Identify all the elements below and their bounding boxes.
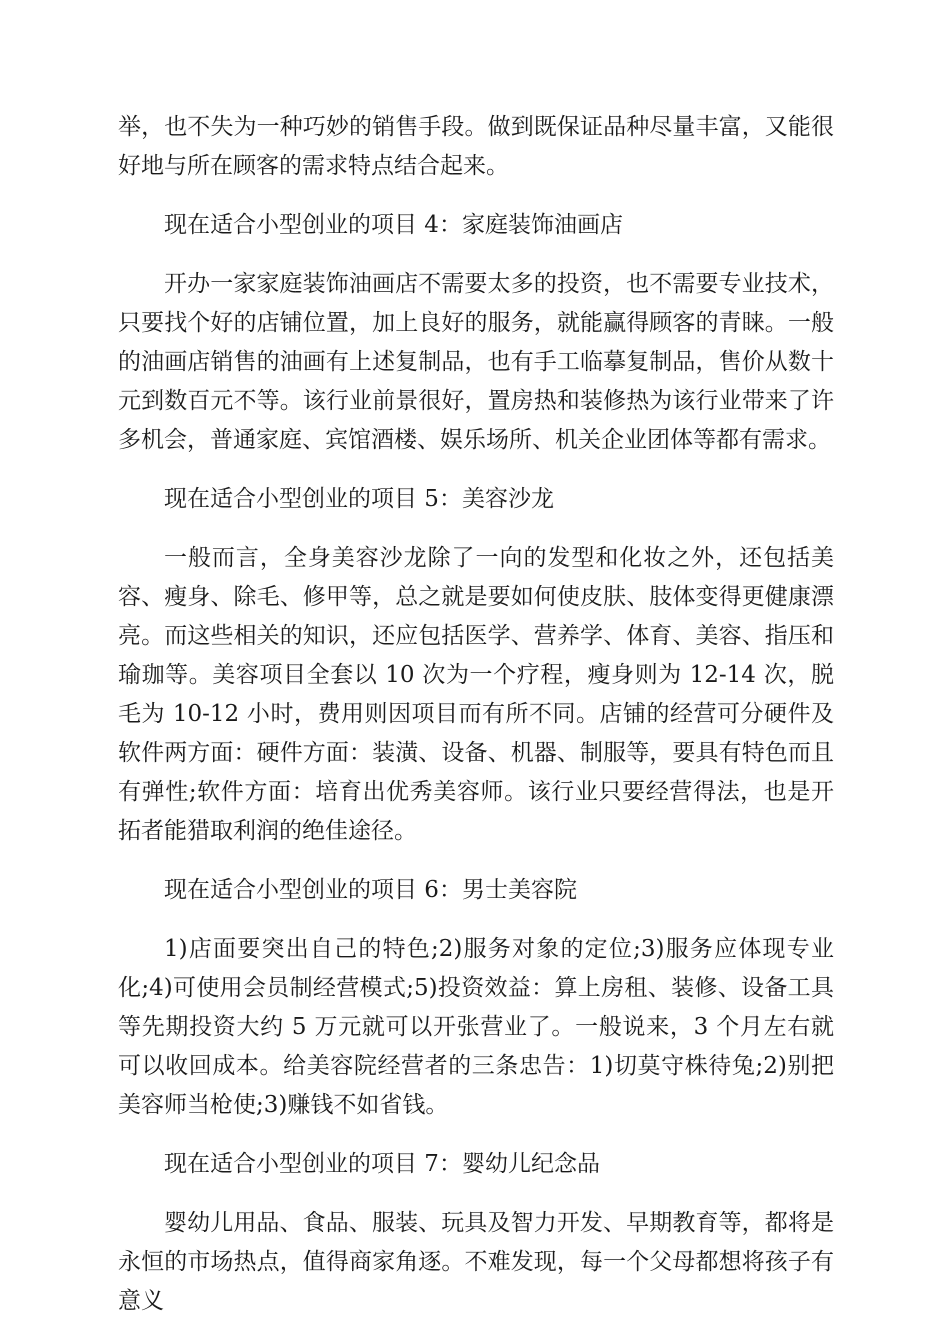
document-page: [118, 108, 834, 1341]
section-heading-project-6: 现在适合小型创业的项目 6：男士美容院: [164, 877, 577, 903]
section-heading-project-5: 现在适合小型创业的项目 5：美容沙龙: [164, 486, 554, 512]
section-heading-project-7: 现在适合小型创业的项目 7：婴幼儿纪念品: [164, 1151, 600, 1177]
paragraph-continued: 举，也不失为一种巧妙的销售手段。做到既保证品种尽量丰富，又能很好地与所在顾客的需求特点结合起来。: [118, 114, 834, 179]
paragraph-project-6: 1)店面要突出自己的特色;2)服务对象的定位;3)服务应体现专业化;4)可使用会员制经营模式;5)投资效益：算上房租、装修、设备工具等先期投资大约 5 万元就可以开张营业了。一般说来，3 个月左右就可以收回成本。给美容院经营者的三条忠告：1)切莫守株待兔;2)别把美容师当枪使;3)赚钱不如省钱。: [118, 936, 834, 1118]
section-heading-project-4: 现在适合小型创业的项目 4：家庭装饰油画店: [164, 212, 623, 238]
paragraph-project-5: 一般而言，全身美容沙龙除了一向的发型和化妆之外，还包括美容、瘦身、除毛、修甲等，总之就是要如何使皮肤、肢体变得更健康漂亮。而这些相关的知识，还应包括医学、营养学、体育、美容、指压和瑜珈等。美容项目全套以 10 次为一个疗程，瘦身则为 12-14 次，脱毛为 10-12 小时，费用则因项目而有所不同。店铺的经营可分硬件及软件两方面：硬件方面：装潢、设备、机器、制服等，要具有特色而且有弹性;软件方面：培育出优秀美容师。该行业只要经营得法，也是开拓者能猎取利润的绝佳途径。: [118, 545, 834, 844]
paragraph-project-7: 婴幼儿用品、食品、服装、玩具及智力开发、早期教育等，都将是永恒的市场热点，值得商家角逐。不难发现，每一个父母都想将孩子有意义: [118, 1210, 834, 1314]
paragraph-project-4: 开办一家家庭装饰油画店不需要太多的投资，也不需要专业技术，只要找个好的店铺位置，加上良好的服务，就能赢得顾客的青睐。一般的油画店销售的油画有上述复制品，也有手工临摹复制品，售价从数十元到数百元不等。该行业前景很好，置房热和装修热为该行业带来了许多机会，普通家庭、宾馆酒楼、娱乐场所、机关企业团体等都有需求。: [118, 271, 834, 453]
